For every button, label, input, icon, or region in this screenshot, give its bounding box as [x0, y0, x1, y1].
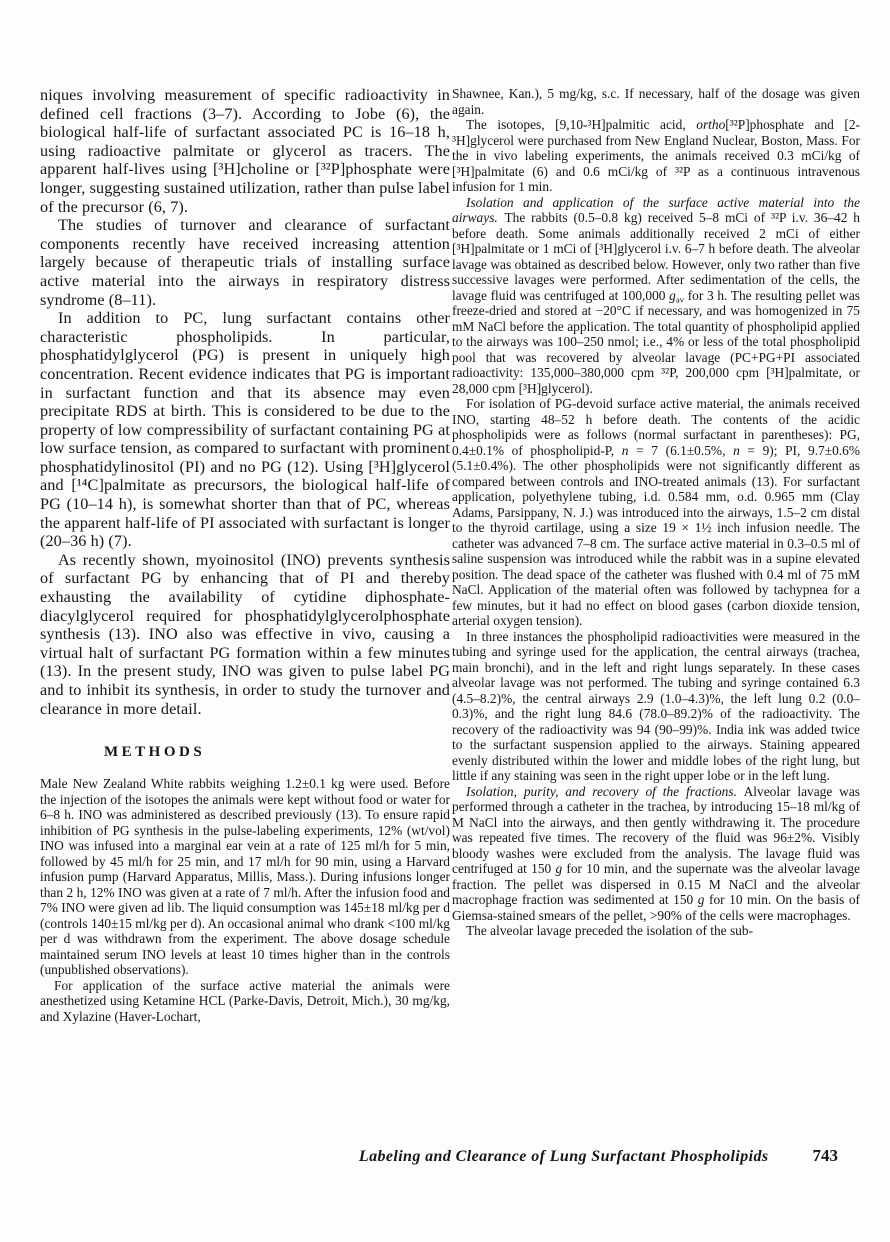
- left-column: [40, 86, 450, 1024]
- methods-paragraph: For application of the surface active material the animals were anesthetized using Ketamine HCL (Parke-Davis, Detroit, Mich.), 30 mg/kg, and Xylazine (Haver-Lochart,: [40, 977, 450, 1024]
- page-number: 743: [812, 1146, 838, 1165]
- body-paragraph: Isolation and application of the surface active material into the airways. The rabbits (0.5–0.8 kg) received 5–8 mCi of ³²P i.v. 36–42 h before death. Some animals additionally received 2 mCi of either [³H]palmitate or 1 mCi of [³H]glycerol i.v. 6–7 h before death. The alveolar lavage was obtained as described below. However, only two rather than five successive lavages were performed. After sedimentation of the cells, the lavage fluid was centrifuged at 100,000 gav for 3 h. The resulting pellet was freeze-dried and stored at −20°C if necessary, and was homogenized in 75 mM NaCl before the application. The total quantity of phospholipid applied to the airways was 100–250 nmol; i.e., 4% or less of the total phospholipid pool that was recovered by alveolar lavage (PC+PG+PI associated radioactivity: 135,000–380,000 cpm ³²P, 200,000 cpm [³H]palmitate, or 28,000 cpm [³H]glycerol).: [452, 194, 860, 396]
- body-paragraph: The alveolar lavage preceded the isolation of the sub-: [466, 923, 754, 938]
- methods-section-heading: METHODS: [104, 744, 206, 761]
- body-paragraph: Isolation, purity, and recovery of the fractions. Alveolar lavage was performed through a catheter in the trachea, by introducing 15–18 ml/kg of M NaCl into the airways, and then gently withdrawing it. The procedure was repeated five times. The recovery of the fluid was 96±2%. Visibly bloody washes were excluded from the analysis. The lavage fluid was centrifuged at 150 g for 10 min, and the supernate was the alveolar lavage fraction. The pellet was dispersed in 0.15 M NaCl and the alveolar macrophage fraction was sedimented at 150 g for 10 min. On the basis of Giemsa-stained smears of the pellet, >90% of the cells were macrophages.: [452, 783, 861, 923]
- methods-paragraph: Male New Zealand White rabbits weighing 1.2±0.1 kg were used. Before the injection of the isotopes the animals were kept without food or water for 6–8 h. INO was administered as described previously (13). To ensure rapid inhibition of PG synthesis in the pulse-labeling experiments, 12% (wt/vol) INO was infused into a marginal ear vein at a rate of 125 ml/h for 5 min, followed by 45 ml/h for 25 min, and 17 ml/h for 90 min, using a Harvard infusion pump (Harvard Apparatus, Millis, Mass.). During infusions longer than 2 h, 12% INO was given at a rate of 7 ml/h. After the infusion food and 7% INO were given ad lib. The liquid consumption was 145±18 ml/kg per d (controls 140±15 ml/kg per d). An occasional animal who drank <100 ml/kg per d was withdrawn from the experiment. The above dosage schedule maintained serum INO levels at least 10 times higher than in the controls (unpublished observations).: [40, 776, 450, 978]
- body-paragraph: In three instances the phospholipid radioactivities were measured in the tubing and syringe used for the application, the central airways (trachea, main bronchi), and in the left and right lungs separately. In these cases alveolar lavage was not performed. The tubing and syringe contained 6.3 (4.5–8.2)%, the central airways 2.9 (1.0–4.3)%, the left lung 0.2 (0.0–0.3)%, and the right lung 84.6 (78.0–89.2)% of the radioactivity. The recovery of the radioactivity was 94 (90–99)%. India ink was added twice to the surfactant suspension applied to the airways. Staining appeared evenly distributed within the lower and middle lobes of the right lung, but little if any staining was seen in the right upper lobe or in the left lung.: [452, 628, 860, 783]
- body-paragraph: Shawnee, Kan.), 5 mg/kg, s.c. If necessary, half of the dosage was given again.: [452, 86, 860, 117]
- intro-paragraph: niques involving measurement of specific radioactivity in defined cell fractions (3–7). According to Jobe (6), the biological half-life of surfactant associated PC is 16–18 h, using radioactive palmitate or glycerol as tracers. The apparent half-lives using [³H]choline or [³²P]phosphate were longer, suggesting sustained utilization, rather than pulse label of the precursor (6, 7).: [40, 86, 450, 216]
- body-paragraph: For isolation of PG-devoid surface active material, the animals received INO, starting 48–52 h before death. The contents of the acidic phospholipids were as follows (normal surfactant in parentheses): PG, 0.4±0.1% of phospholipid-P, n = 7 (6.1±0.5%, n = 9); PI, 9.7±0.6% (5.1±0.4%). The other phospholipids were not significantly different as compared between controls and INO-treated animals (13). For surfactant application, polyethylene tubing, i.d. 0.584 mm, o.d. 0.965 mm (Clay Adams, Parsippany, N. J.) was introduced into the airways, 1.5–2 cm distal to the thyroid cartilage, using a size 19 × 1½ inch infusion needle. The catheter was advanced 7–8 cm. The surface active material in 0.3–0.5 ml of saline suspension was introduced while the rabbit was in a supine elevated position. The dead space of the catheter was flushed with 0.4 ml of 75 mM NaCl. Application of the material often was followed by tachypnea for a few minutes, but it had no effect on blood gases (carbon dioxide tension, arterial oxygen tension).: [452, 396, 860, 628]
- right-column: [452, 86, 860, 939]
- intro-paragraph: In addition to PC, lung surfactant contains other characteristic phospholipids. In particular, phosphatidylglycerol (PG) is present in uniquely high concentration. Recent evidence indicates that PG is important in surfactant function and that its absence may even precipitate RDS at birth. This is considered to be due to the property of low compressibility of surfactant containing PG at low surface tension, as compared to surfactant with prominent phosphatidylinositol (PI) and no PG (12). Using [³H]glycerol and [¹⁴C]palmitate as precursors, the biological half-life of PG (10–14 h), is somewhat shorter than that of PC, whereas the apparent half-life of PI associated with surfactant is longer (20–36 h) (7).: [40, 309, 450, 551]
- intro-paragraph: As recently shown, myoinositol (INO) prevents synthesis of surfactant PG by enhancing that of PI and thereby exhausting the availability of cytidine diphosphate-diacylglycerol required for phosphatidylglycerolphosphate synthesis (13). INO also was effective in vivo, causing a virtual halt of surfactant PG formation within a few minutes (13). In the present study, INO was given to pulse label PG and to inhibit its synthesis, in order to study the turnover and clearance in more detail.: [40, 550, 450, 718]
- body-paragraph: The isotopes, [9,10-³H]palmitic acid, ortho[³²P]phosphate and [2-³H]glycerol were purchased from New England Nuclear, Boston, Mass. For the in vivo labeling experiments, the animals received 0.3 mCi/kg of [³H]palmitate (6) and 0.6 mCi/kg of ³²P as a continuous intravenous infusion for 1 min.: [452, 117, 860, 194]
- page-footer: [359, 1146, 838, 1166]
- running-title: Labeling and Clearance of Lung Surfactant Phospholipids: [358, 1148, 769, 1165]
- intro-paragraph: The studies of turnover and clearance of surfactant components recently have received increasing attention largely because of therapeutic trials of installing surface active material into the airways in respiratory distress syndrome (8–11).: [40, 216, 450, 309]
